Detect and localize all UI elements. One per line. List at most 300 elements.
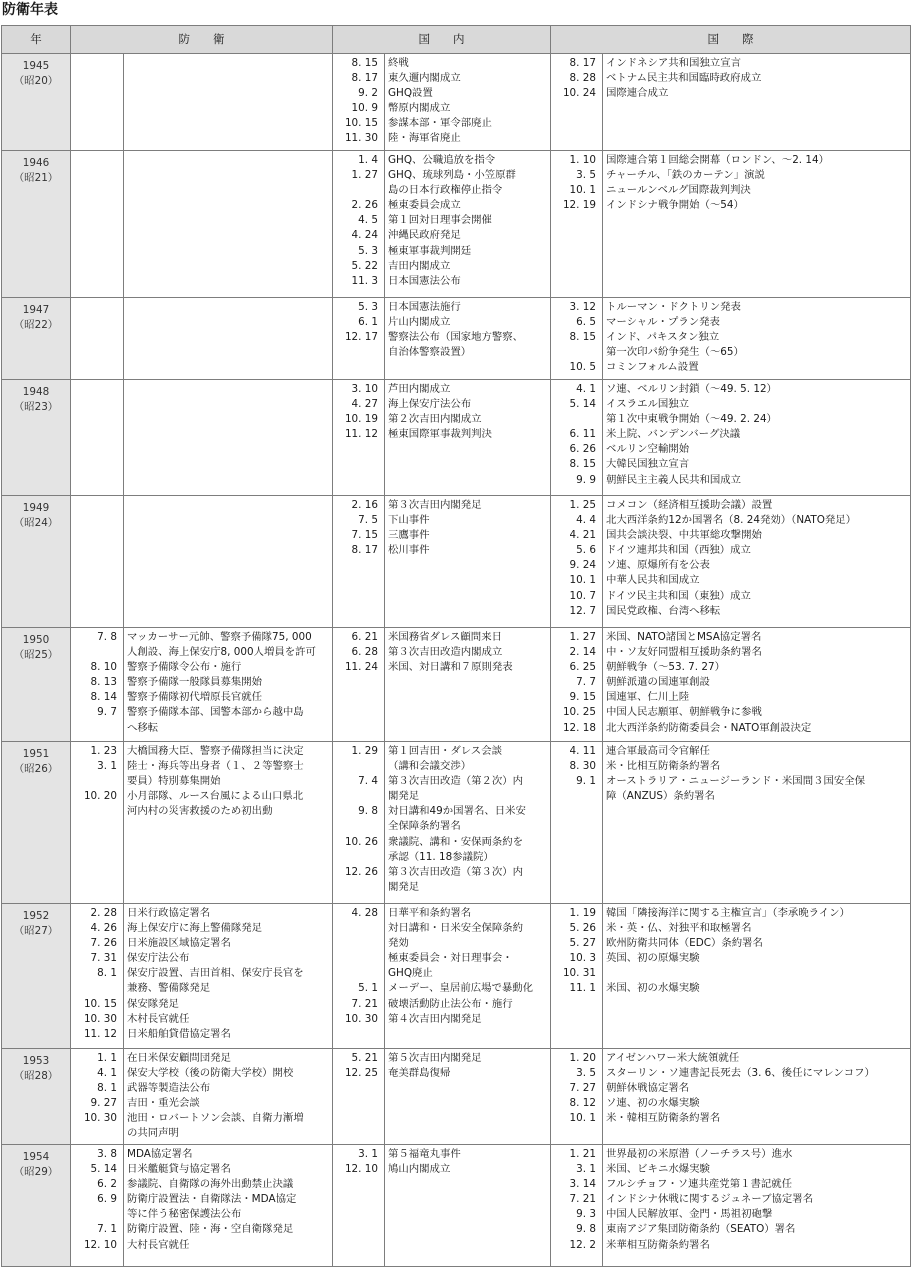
international-dates bbox=[551, 380, 603, 496]
event-text: オーストラリア・ニュージーランド・米国間３国安全保 bbox=[606, 775, 866, 788]
event-date bbox=[336, 759, 378, 774]
event-text: 自治体警察設置） bbox=[388, 346, 472, 359]
event-text: ニュールンベルグ国際裁判判決 bbox=[606, 184, 751, 197]
event-date: 7. 26 bbox=[90, 937, 117, 950]
event-date bbox=[336, 880, 378, 895]
event-text: 日米艦艇貸与協定署名 bbox=[127, 1163, 231, 1176]
year-label: 1947 bbox=[22, 304, 50, 316]
era-label: （昭28） bbox=[13, 1070, 59, 1083]
international-dates bbox=[551, 298, 603, 380]
event-text: 第２次吉田内閣成立 bbox=[388, 413, 482, 426]
event-text: 大村長官就任 bbox=[127, 1238, 190, 1251]
event-text: 終戦 bbox=[388, 57, 409, 69]
event-text: インド、パキスタン独立 bbox=[606, 331, 720, 344]
domestic-events bbox=[385, 151, 551, 298]
event-text: 海上保安庁に海上警備隊発足 bbox=[127, 922, 263, 935]
defense-events bbox=[124, 298, 333, 380]
event-date: 6. 5 bbox=[576, 316, 596, 329]
event-date: 4. 5 bbox=[358, 214, 378, 227]
event-text: 島の日本行政権停止指令 bbox=[388, 184, 503, 197]
event-date: 2. 14 bbox=[569, 646, 596, 659]
event-text: 国共会談決裂、中共軍総攻撃開始 bbox=[606, 529, 762, 542]
event-text: 承認（11. 18参議院） bbox=[388, 850, 494, 863]
domestic-events bbox=[385, 380, 551, 496]
defense-dates bbox=[71, 904, 124, 1049]
event-text: 第５次吉田内閣発足 bbox=[388, 1052, 482, 1064]
event-text: GHQ、公職追放を指令 bbox=[388, 154, 496, 166]
event-date: 6. 28 bbox=[351, 646, 378, 659]
domestic-dates bbox=[333, 742, 385, 904]
event-date bbox=[554, 345, 596, 360]
event-date: 10. 5 bbox=[569, 361, 596, 374]
defense-dates bbox=[71, 151, 124, 298]
event-date bbox=[74, 981, 117, 996]
event-date: 10. 7 bbox=[569, 589, 596, 602]
event-date: 1. 27 bbox=[351, 169, 378, 182]
domestic-dates bbox=[333, 496, 385, 628]
event-date: 11. 1 bbox=[569, 982, 596, 995]
event-date: 10. 31 bbox=[562, 967, 596, 980]
event-text: 第３次吉田改造（第２次）内 bbox=[388, 775, 524, 788]
event-date: 10. 30 bbox=[83, 1112, 117, 1125]
defense-dates bbox=[71, 380, 124, 496]
year-cell bbox=[2, 54, 71, 151]
event-text: インドシナ休戦に関するジュネーブ協定署名 bbox=[606, 1193, 814, 1206]
event-text: 鳩山内閣成立 bbox=[388, 1163, 451, 1176]
event-date bbox=[336, 966, 378, 981]
event-text: インドシナ戦争開始（〜54） bbox=[606, 199, 744, 212]
event-text: 警察法公布（国家地方警察、 bbox=[388, 331, 524, 344]
domestic-dates bbox=[333, 298, 385, 380]
year-row bbox=[2, 742, 911, 904]
event-date: 7. 4 bbox=[358, 775, 378, 788]
event-date bbox=[336, 850, 378, 865]
event-text: ソ連、ベルリン封鎖（〜49. 5. 12） bbox=[606, 383, 777, 395]
event-date: 2. 16 bbox=[351, 499, 378, 511]
year-row bbox=[2, 496, 911, 628]
domestic-events bbox=[385, 742, 551, 904]
header-domestic: 国 内 bbox=[333, 26, 551, 54]
event-date: 9. 8 bbox=[576, 1223, 596, 1236]
event-text: 日米行政協定署名 bbox=[127, 907, 211, 919]
event-date: 8. 1 bbox=[97, 1082, 117, 1095]
event-date: 11. 24 bbox=[344, 661, 378, 674]
event-date bbox=[74, 721, 117, 736]
event-text: 防衛庁設置、陸・海・空自衛隊発足 bbox=[127, 1223, 294, 1236]
event-date: 10. 15 bbox=[83, 997, 117, 1010]
event-text: ドイツ民主共和国（東独）成立 bbox=[606, 589, 751, 602]
event-date: 8. 15 bbox=[569, 331, 596, 344]
event-text: 保安大学校（後の防衛大学校）開校 bbox=[127, 1067, 294, 1080]
event-date: 3. 1 bbox=[97, 760, 117, 773]
event-date: 10. 1 bbox=[569, 574, 596, 587]
event-date: 10. 1 bbox=[569, 184, 596, 197]
defense-events bbox=[124, 742, 333, 904]
event-date: 8. 1 bbox=[97, 967, 117, 980]
event-date: 8. 13 bbox=[90, 676, 117, 689]
year-row bbox=[2, 151, 911, 298]
event-date: 10. 15 bbox=[344, 117, 378, 130]
event-text: 警察予備隊一般隊員募集開始 bbox=[127, 676, 263, 689]
domestic-dates bbox=[333, 1049, 385, 1145]
event-text: 警察予備隊令公布・施行 bbox=[127, 661, 242, 674]
event-text: 第３次吉田内閣発足 bbox=[388, 499, 482, 511]
year-row bbox=[2, 380, 911, 496]
event-date: 8. 12 bbox=[569, 1097, 596, 1110]
event-date: 3. 1 bbox=[358, 1148, 378, 1160]
event-text: 武器等製造法公布 bbox=[127, 1082, 211, 1095]
event-date bbox=[74, 645, 117, 660]
year-label: 1946 bbox=[22, 157, 50, 169]
event-date: 3. 8 bbox=[97, 1148, 117, 1160]
event-text: 沖縄民政府発足 bbox=[388, 229, 461, 242]
event-date: 10. 25 bbox=[562, 706, 596, 719]
event-text: 米国、対日講和７原則発表 bbox=[388, 661, 513, 674]
event-text: 保安隊発足 bbox=[127, 997, 179, 1010]
event-text: 第一次印パ紛争発生（〜65） bbox=[606, 346, 744, 359]
defense-dates bbox=[71, 298, 124, 380]
event-text: コミンフォルム設置 bbox=[606, 361, 699, 374]
event-date: 5. 1 bbox=[358, 982, 378, 995]
year-label: 1948 bbox=[22, 386, 50, 398]
event-date: 12. 17 bbox=[344, 331, 378, 344]
event-text: MDA協定署名 bbox=[127, 1148, 193, 1160]
event-text bbox=[127, 819, 329, 834]
event-date: 7. 1 bbox=[97, 1223, 117, 1236]
event-text: （講和会議交渉） bbox=[388, 760, 472, 773]
event-date: 4. 11 bbox=[569, 745, 596, 757]
event-date: 4. 28 bbox=[351, 907, 378, 919]
event-text: 対日講和・日米安全保障条約 bbox=[388, 922, 524, 935]
event-date: 3. 14 bbox=[569, 1178, 596, 1191]
international-dates bbox=[551, 151, 603, 298]
era-label: （昭21） bbox=[13, 172, 59, 185]
year-label: 1954 bbox=[22, 1151, 50, 1163]
event-text: 大韓民国独立宣言 bbox=[606, 458, 690, 471]
event-text: 韓国「隣接海洋に関する主権宣言」（李承晩ライン） bbox=[606, 907, 850, 919]
header-year: 年 bbox=[2, 26, 71, 54]
event-date: 4. 24 bbox=[351, 229, 378, 242]
event-date: 12. 25 bbox=[344, 1067, 378, 1080]
year-label: 1945 bbox=[22, 60, 50, 72]
event-text: 米上院、バンデンバーグ決議 bbox=[606, 428, 741, 441]
event-date: 7. 8 bbox=[97, 631, 117, 643]
event-date: 12. 7 bbox=[569, 604, 596, 617]
event-text: 閣発足 bbox=[388, 790, 420, 803]
event-date: 10. 19 bbox=[344, 413, 378, 426]
event-text: インドネシア共和国独立宣言 bbox=[606, 57, 741, 69]
event-date: 10. 9 bbox=[351, 102, 378, 115]
event-text: 下山事件 bbox=[388, 514, 430, 527]
year-cell bbox=[2, 151, 71, 298]
event-text: 参議院、自衛隊の海外出動禁止決議 bbox=[127, 1178, 294, 1191]
event-date: 11. 3 bbox=[351, 274, 378, 287]
domestic-dates bbox=[333, 151, 385, 298]
event-date bbox=[336, 936, 378, 951]
event-date: 1. 1 bbox=[97, 1052, 117, 1064]
event-date: 1. 23 bbox=[90, 745, 117, 757]
event-date: 9. 1 bbox=[576, 775, 596, 788]
event-text: 警察予備隊本部、国警本部から越中島 bbox=[127, 706, 304, 719]
event-text: イスラエル国独立 bbox=[606, 398, 690, 411]
event-text: 第１回吉田・ダレス会談 bbox=[388, 745, 502, 757]
event-date: 10. 3 bbox=[569, 952, 596, 965]
event-date: 6. 9 bbox=[97, 1193, 117, 1206]
event-date: 11. 30 bbox=[344, 132, 378, 145]
year-label: 1953 bbox=[22, 1055, 50, 1067]
event-date: 6. 2 bbox=[97, 1178, 117, 1191]
event-text: 吉田・重光会談 bbox=[127, 1097, 200, 1110]
event-text: 米・韓相互防衛条約署名 bbox=[606, 1112, 721, 1125]
defense-events bbox=[124, 496, 333, 628]
defense-events bbox=[124, 380, 333, 496]
event-text: 英国、初の原爆実験 bbox=[606, 952, 700, 965]
international-dates bbox=[551, 1049, 603, 1145]
event-text: 極東委員会・対日理事会・ bbox=[388, 952, 513, 965]
event-date: 12. 18 bbox=[562, 721, 596, 734]
event-text: 奄美群島復帰 bbox=[388, 1067, 451, 1080]
international-events bbox=[603, 298, 911, 380]
event-date bbox=[74, 1126, 117, 1141]
event-date: 8. 10 bbox=[90, 661, 117, 674]
event-text: 欧州防衛共同体（EDC）条約署名 bbox=[606, 937, 763, 950]
era-label: （昭24） bbox=[13, 517, 59, 530]
event-date: 6. 26 bbox=[569, 443, 596, 456]
event-date: 5. 14 bbox=[90, 1163, 117, 1176]
event-date: 4. 1 bbox=[576, 383, 596, 395]
domestic-dates bbox=[333, 54, 385, 151]
event-text: へ移転 bbox=[127, 721, 159, 734]
event-date: 1. 21 bbox=[569, 1148, 596, 1160]
event-text: 連合軍最高司令官解任 bbox=[606, 745, 710, 757]
international-events bbox=[603, 904, 911, 1049]
event-text: 国連軍、仁川上陸 bbox=[606, 691, 690, 704]
era-label: （昭20） bbox=[13, 75, 59, 88]
event-text: 幣原内閣成立 bbox=[388, 102, 451, 115]
era-label: （昭22） bbox=[13, 319, 59, 332]
event-text: 東久邇内閣成立 bbox=[388, 72, 461, 85]
event-text: 日華平和条約署名 bbox=[388, 907, 472, 919]
event-text: GHQ設置 bbox=[388, 87, 433, 100]
year-cell bbox=[2, 1145, 71, 1267]
event-date: 1. 25 bbox=[569, 499, 596, 511]
event-date: 3. 12 bbox=[569, 301, 596, 313]
event-date: 9. 3 bbox=[576, 1208, 596, 1221]
event-text: 第３次吉田改造（第３次）内 bbox=[388, 865, 524, 878]
event-text: 米・比相互防衛条約署名 bbox=[606, 760, 721, 773]
event-date: 6. 1 bbox=[358, 316, 378, 329]
year-row bbox=[2, 1145, 911, 1267]
event-text: ベルリン空輸開始 bbox=[606, 443, 690, 456]
year-row bbox=[2, 1049, 911, 1145]
event-text: 第５福竜丸事件 bbox=[388, 1148, 461, 1160]
international-dates bbox=[551, 628, 603, 742]
year-cell bbox=[2, 628, 71, 742]
event-text: ドイツ連邦共和国（西独）成立 bbox=[606, 544, 751, 557]
international-events bbox=[603, 151, 911, 298]
event-date: 5. 22 bbox=[351, 259, 378, 272]
year-cell bbox=[2, 1049, 71, 1145]
event-date bbox=[336, 345, 378, 360]
event-date: 3. 5 bbox=[576, 169, 596, 182]
event-date: 11. 12 bbox=[83, 1027, 117, 1040]
event-text: 北大西洋条約12か国署名（8. 24発効）（NATO発足） bbox=[606, 514, 857, 527]
event-date: 4. 27 bbox=[351, 398, 378, 411]
event-date: 5. 6 bbox=[576, 544, 596, 557]
defense-dates bbox=[71, 742, 124, 904]
event-date: 8. 17 bbox=[351, 544, 378, 557]
event-date: 8. 17 bbox=[351, 72, 378, 85]
event-text: 国民党政権、台湾へ移転 bbox=[606, 604, 721, 617]
event-text: 世界最初の米原潜（ノーチラス号）進水 bbox=[606, 1148, 793, 1160]
year-label: 1951 bbox=[22, 748, 50, 760]
event-date: 9. 8 bbox=[358, 805, 378, 818]
event-date: 10. 26 bbox=[344, 835, 378, 848]
event-text: 日米船舶貸借協定署名 bbox=[127, 1027, 231, 1040]
domestic-events bbox=[385, 1049, 551, 1145]
event-date: 10. 30 bbox=[83, 1012, 117, 1025]
international-events bbox=[603, 496, 911, 628]
page-title: 防衛年表 bbox=[2, 2, 58, 18]
event-date: 10. 24 bbox=[562, 87, 596, 100]
event-text: 中華人民共和国成立 bbox=[606, 574, 700, 587]
era-label: （昭29） bbox=[13, 1166, 59, 1179]
event-text: 第１次中東戦争開始（〜49. 2. 24） bbox=[606, 413, 777, 426]
event-date bbox=[336, 921, 378, 936]
event-date: 4. 4 bbox=[576, 514, 596, 527]
event-date: 7. 21 bbox=[351, 997, 378, 1010]
event-text: アイゼンハワー米大統領就任 bbox=[606, 1052, 740, 1064]
event-date: 10. 20 bbox=[83, 790, 117, 803]
event-text: フルシチョフ・ソ連共産党第１書記就任 bbox=[606, 1178, 793, 1191]
event-text: 吉田内閣成立 bbox=[388, 259, 451, 272]
event-date: 1. 29 bbox=[351, 745, 378, 757]
event-date bbox=[74, 819, 117, 834]
event-text: 対日講和49か国署名、日米安 bbox=[388, 805, 526, 818]
header-row bbox=[2, 26, 911, 54]
event-date: 11. 12 bbox=[344, 428, 378, 441]
event-date: 9. 2 bbox=[358, 87, 378, 100]
event-date: 5. 26 bbox=[569, 922, 596, 935]
event-text: 陸士・海兵等出身者（１、２等警察士 bbox=[127, 760, 304, 773]
event-text: ソ連、初の水爆実験 bbox=[606, 1097, 700, 1110]
event-date: 6. 11 bbox=[569, 428, 596, 441]
event-date: 5. 3 bbox=[358, 244, 378, 257]
event-date: 5. 21 bbox=[351, 1052, 378, 1064]
event-date: 3. 10 bbox=[351, 383, 378, 395]
event-text: 防衛庁設置法・自衛隊法・MDA協定 bbox=[127, 1193, 297, 1206]
era-label: （昭25） bbox=[13, 649, 59, 662]
event-date bbox=[336, 819, 378, 834]
event-date: 9. 24 bbox=[569, 559, 596, 572]
event-date: 1. 4 bbox=[358, 154, 378, 166]
event-date: 8. 17 bbox=[569, 57, 596, 69]
international-dates bbox=[551, 54, 603, 151]
event-text: 芦田内閣成立 bbox=[388, 383, 451, 395]
event-date: 5. 27 bbox=[569, 937, 596, 950]
defense-dates bbox=[71, 496, 124, 628]
event-text: 衆議院、講和・安保両条約を bbox=[388, 835, 524, 848]
international-dates bbox=[551, 1145, 603, 1267]
event-date: 6. 21 bbox=[351, 631, 378, 643]
event-date: 5. 14 bbox=[569, 398, 596, 411]
event-date: 7. 5 bbox=[358, 514, 378, 527]
domestic-dates bbox=[333, 904, 385, 1049]
event-text: 陸・海軍省廃止 bbox=[388, 132, 461, 145]
event-text: 障（ANZUS）条約署名 bbox=[606, 790, 715, 803]
event-text: 米国、ビキニ水爆実験 bbox=[606, 1163, 710, 1176]
event-date bbox=[554, 412, 596, 427]
year-cell bbox=[2, 496, 71, 628]
international-events bbox=[603, 380, 911, 496]
international-events bbox=[603, 742, 911, 904]
event-text: 等に伴う秘密保護法公布 bbox=[127, 1208, 242, 1221]
event-date: 7. 21 bbox=[569, 1193, 596, 1206]
international-dates bbox=[551, 496, 603, 628]
domestic-events bbox=[385, 1145, 551, 1267]
domestic-dates bbox=[333, 628, 385, 742]
year-label: 1949 bbox=[22, 502, 50, 514]
international-dates bbox=[551, 742, 603, 904]
event-text: 中国人民志願軍、朝鮮戦争に参戦 bbox=[606, 706, 762, 719]
event-text: スターリン・ソ連書記長死去（3. 6、後任にマレンコフ） bbox=[606, 1067, 875, 1080]
defense-events bbox=[124, 54, 333, 151]
event-text: 日本国憲法公布 bbox=[388, 274, 461, 287]
event-text: ベトナム民主共和国臨時政府成立 bbox=[606, 72, 762, 85]
event-date: 7. 27 bbox=[569, 1082, 596, 1095]
international-events bbox=[603, 1049, 911, 1145]
event-date: 9. 27 bbox=[90, 1097, 117, 1110]
event-date: 7. 15 bbox=[351, 529, 378, 542]
event-date bbox=[554, 789, 596, 804]
event-text: 日本国憲法施行 bbox=[388, 301, 461, 313]
event-date: 1. 19 bbox=[569, 907, 596, 919]
year-row bbox=[2, 628, 911, 742]
event-date: 10. 1 bbox=[569, 1112, 596, 1125]
event-text: 参謀本部・軍令部廃止 bbox=[388, 117, 492, 130]
event-date: 7. 7 bbox=[576, 676, 596, 689]
event-date: 1. 20 bbox=[569, 1052, 596, 1064]
international-events bbox=[603, 1145, 911, 1267]
event-date: 8. 28 bbox=[569, 72, 596, 85]
event-date: 4. 1 bbox=[97, 1067, 117, 1080]
event-text: 米華相互防衛条約署名 bbox=[606, 1238, 710, 1251]
event-date: 4. 26 bbox=[90, 922, 117, 935]
event-date bbox=[336, 183, 378, 198]
event-text: 小月部隊、ルース台風による山口県北 bbox=[127, 790, 304, 803]
event-text: 海上保安庁法公布 bbox=[388, 398, 472, 411]
event-date: 12. 10 bbox=[344, 1163, 378, 1176]
event-text bbox=[606, 966, 907, 981]
era-label: （昭26） bbox=[13, 763, 59, 776]
defense-events bbox=[124, 1145, 333, 1267]
era-label: （昭23） bbox=[13, 401, 59, 414]
international-events bbox=[603, 628, 911, 742]
event-date: 7. 31 bbox=[90, 952, 117, 965]
event-text: 三鷹事件 bbox=[388, 529, 430, 542]
event-text: 朝鮮派遣の国連軍創設 bbox=[606, 676, 710, 689]
event-text: 松川事件 bbox=[388, 544, 430, 557]
year-row bbox=[2, 904, 911, 1049]
event-date: 10. 30 bbox=[344, 1012, 378, 1025]
domestic-dates bbox=[333, 380, 385, 496]
event-text: メーデー、皇居前広場で暴動化 bbox=[388, 982, 534, 995]
event-text: ソ連、原爆所有を公表 bbox=[606, 559, 710, 572]
event-date: 9. 9 bbox=[576, 473, 596, 486]
event-text: GHQ、琉球列島・小笠原群 bbox=[388, 169, 516, 182]
event-date: 8. 30 bbox=[569, 760, 596, 773]
event-date: 2. 26 bbox=[351, 199, 378, 212]
